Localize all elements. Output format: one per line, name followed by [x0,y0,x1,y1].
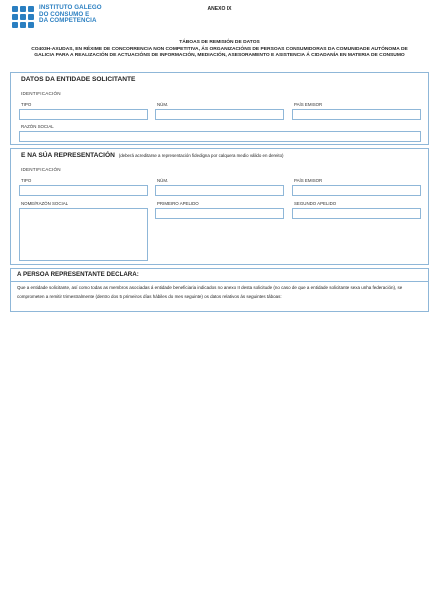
representative-number-field[interactable] [155,185,284,196]
logo-line-3: DA COMPETENCIA [39,17,97,25]
applicant-section [10,72,429,145]
title-line-3: GALICIA PARA A REALIZACIÓN DE ACTUACIÓNS DE INFORMACIÓN, MEDIACIÓN, ASESORAMENTO E ASISTENCIA Á CIDADANÍA EN MATERIA DE CONSUMO [34,53,405,59]
applicant-number-field[interactable] [155,109,284,120]
representative-country-field[interactable] [292,185,421,196]
representative-note: (deberá acreditarse a representación fidedigna por calquera medio válido en dereito) [118,153,284,158]
applicant-country-field[interactable] [292,109,421,120]
applicant-company-field[interactable] [19,131,421,142]
annex-label: ANEXO IX [207,6,232,12]
representative-type-label: TIPO [21,178,32,183]
representative-section [10,148,429,265]
declaration-section [10,268,429,312]
applicant-country-label: PAÍS EMISOR [294,102,323,107]
representative-type-field[interactable] [19,185,148,196]
applicant-type-field[interactable] [19,109,148,120]
representative-name-label: NOME/RAZÓN SOCIAL [21,201,69,206]
title-line-2: CO403H-AXUDAS, EN RÉXIME DE CONCORRENCIA NON COMPETITIVA, ÁS ORGANIZACIÓNS DE PERSOAS CONSUMIDORAS DA COMUNIDADE AUTÓNOMA DE [31,46,408,52]
representative-section-title [21,152,284,159]
declaration-title: A PERSOA REPRESENTANTE DECLARA: [17,271,139,278]
representative-surname1-label: PRIMEIRO APELIDO [157,201,199,206]
document-title [14,40,425,60]
declaration-header [11,269,428,282]
representative-surname2-field[interactable] [292,208,421,219]
applicant-section-title: DATOS DA ENTIDADE SOLICITANTE [21,76,136,83]
representative-title: E NA SÚA REPRESENTACIÓN [21,152,115,159]
representative-identification-subtitle: IDENTIFICACIÓN [21,167,61,172]
title-line-1: TÁBOAS DE REMISIÓN DE DATOS [179,40,260,45]
logo-line-1: INSTITUTO GALEGO [39,4,102,11]
logo-line-2: DO CONSUMO E [39,10,90,18]
applicant-number-label: NÚM. [157,102,169,107]
representative-surname1-field[interactable] [155,208,284,219]
applicant-identification-subtitle: IDENTIFICACIÓN [21,91,61,96]
applicant-type-label: TIPO [21,102,32,107]
declaration-text: Que a entidade solicitante, así como todas as membros asociadas á entidade beneficiaria indicados no anexo II desta solicitude (no caso de que a entidade solicitante sexa unha federación), se comprometen a remitir trimestralmente (dentro dos 5 primeiros días hábiles do mes seguinte) os datos relativos ás seguintes táboas: [17,285,403,299]
representative-surname2-label: SEGUNDO APELIDO [294,201,337,206]
representative-country-label: PAÍS EMISOR [294,178,323,183]
applicant-company-label: RAZÓN SOCIAL [21,124,54,129]
representative-name-field[interactable] [19,208,148,261]
representative-number-label: NÚM. [157,178,169,183]
